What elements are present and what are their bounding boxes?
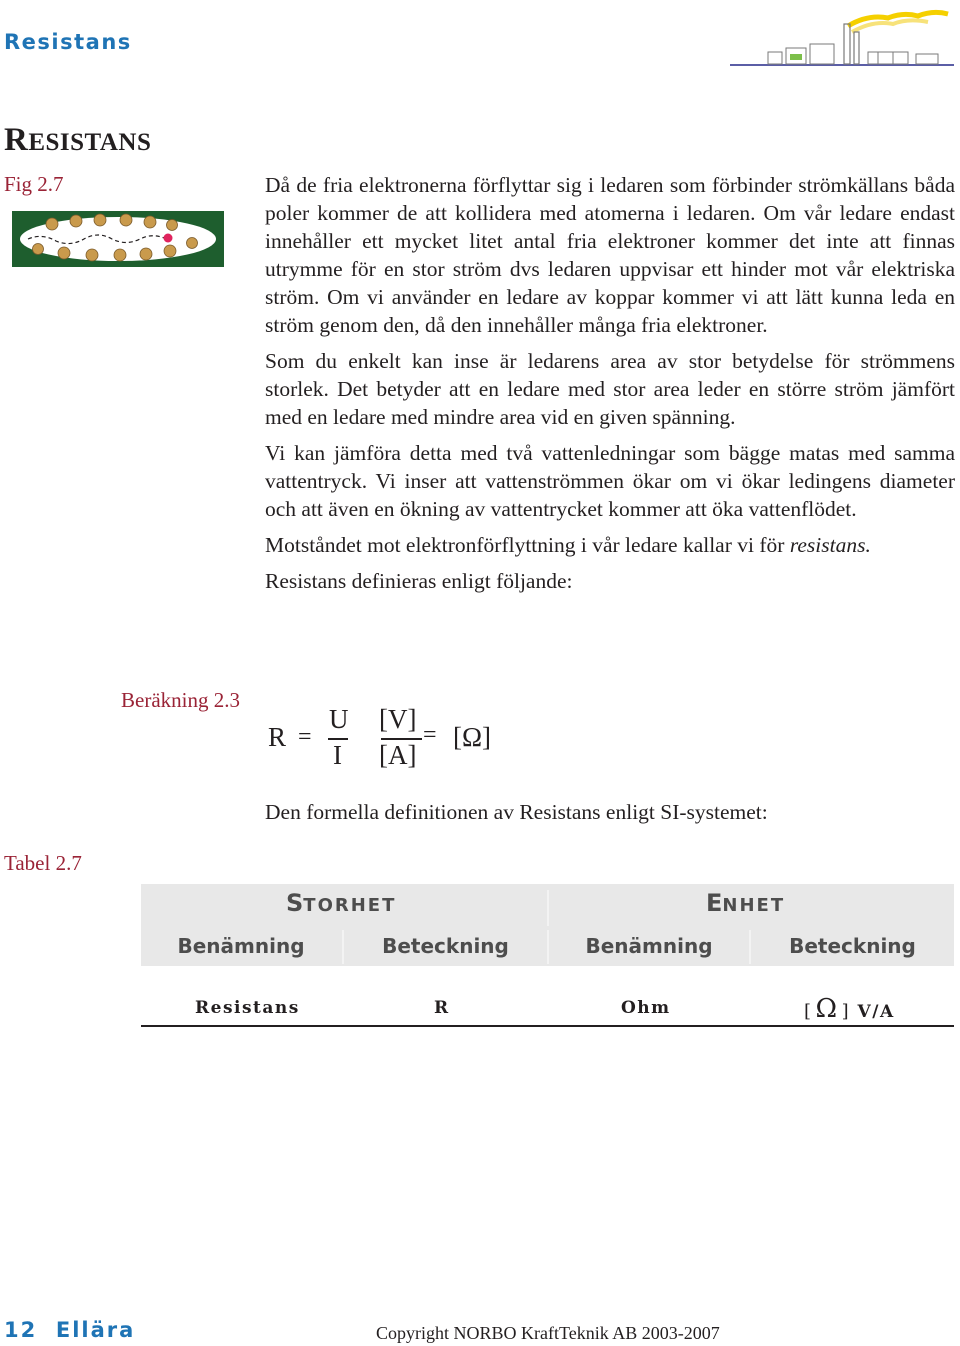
paragraph-3: Vi kan jämföra detta med två vattenledningar som bägge matas med samma vattentryck. Vi inser att vattenströmmen ökar om vi ökar ledingens diameter och att även en ökning av vattentrycket kommer att öka vattenflödet. [265,441,955,521]
paragraph-4 [265,531,955,559]
paragraph-2: Som du enkelt kan inse är ledarens area av stor betydelse för strömmens storlek. Det betyder att en ledare med stor area leder en större ström jämfört med en ledare med mindre area vid en given spänning. [265,349,955,429]
group-storhet: STORHET [286,889,397,917]
resistance-formula [265,700,565,780]
formula-result-unit: [Ω] [453,722,492,752]
group-enhet: ENHET [706,889,786,917]
header-storhet-benamning: Benämning [177,934,305,958]
footer-page-label: 12 Ellära [4,1318,136,1342]
formula-equals-1: = [298,724,312,750]
section-heading-cap: R [4,122,29,158]
unit-denominator: [A] [379,740,417,770]
conductor-figure [12,211,224,267]
paragraph-4-text: Motståndet mot elektronförflyttning i vår ledare kallar vi för [265,533,790,557]
paragraph-5: Resistans definieras enligt följande: [265,569,573,593]
cell-storhet-symbol: R [434,998,450,1018]
header-enhet-benamning: Benämning [585,934,713,958]
section-heading-rest: ESISTANS [28,129,152,156]
header-storhet-beteckning: Beteckning [382,934,509,958]
body-text [265,171,955,603]
group-divider [547,890,549,926]
paragraph-1: Då de fria elektronerna förflyttar sig i ledaren som förbinder strömkällans båda poler kommer de att kollidera med atomerna i ledaren. Om vår ledare endast innehåller ett mycket litet antal fria elektroner kommer det inte att finnas utrymme för en stor ström dvs ledaren uppvisar ett hinder mot vår elektriska ström. Om vi använder en ledare av koppar kommer vi att lätt kunna leda en ström genom den, då den innehåller många fria elektroner. [265,173,955,337]
header-enhet-beteckning: Beteckning [789,934,916,958]
unit-numerator: [V] [379,704,417,734]
formula-numerator: U [329,704,349,734]
formula-lhs: R [268,722,287,752]
si-intro-text [265,798,955,834]
tabel-label: Tabel 2.7 [4,851,82,875]
paragraph-4-italic: resistans. [789,533,871,557]
formula-denominator: I [333,740,342,770]
formula-equals-2: = [423,722,437,748]
table-row-line [141,1025,954,1027]
berakning-label: Beräkning 2.3 [121,688,240,712]
section-heading [4,122,151,159]
header-title: Resistans [4,30,132,54]
fig-label: Fig 2.7 [4,172,64,196]
cell-enhet-name: Ohm [621,998,671,1018]
footer-copyright: Copyright NORBO KraftTeknik AB 2003-2007 [376,1323,720,1343]
power-plant-logo [728,4,954,68]
paragraph-6: Den formella definitionen av Resistans enligt SI-systemet: [265,800,768,824]
cell-enhet-symbol: [ Ω ] V/A [804,994,895,1024]
si-table-header [141,884,954,966]
cell-storhet-name: Resistans [195,998,300,1018]
